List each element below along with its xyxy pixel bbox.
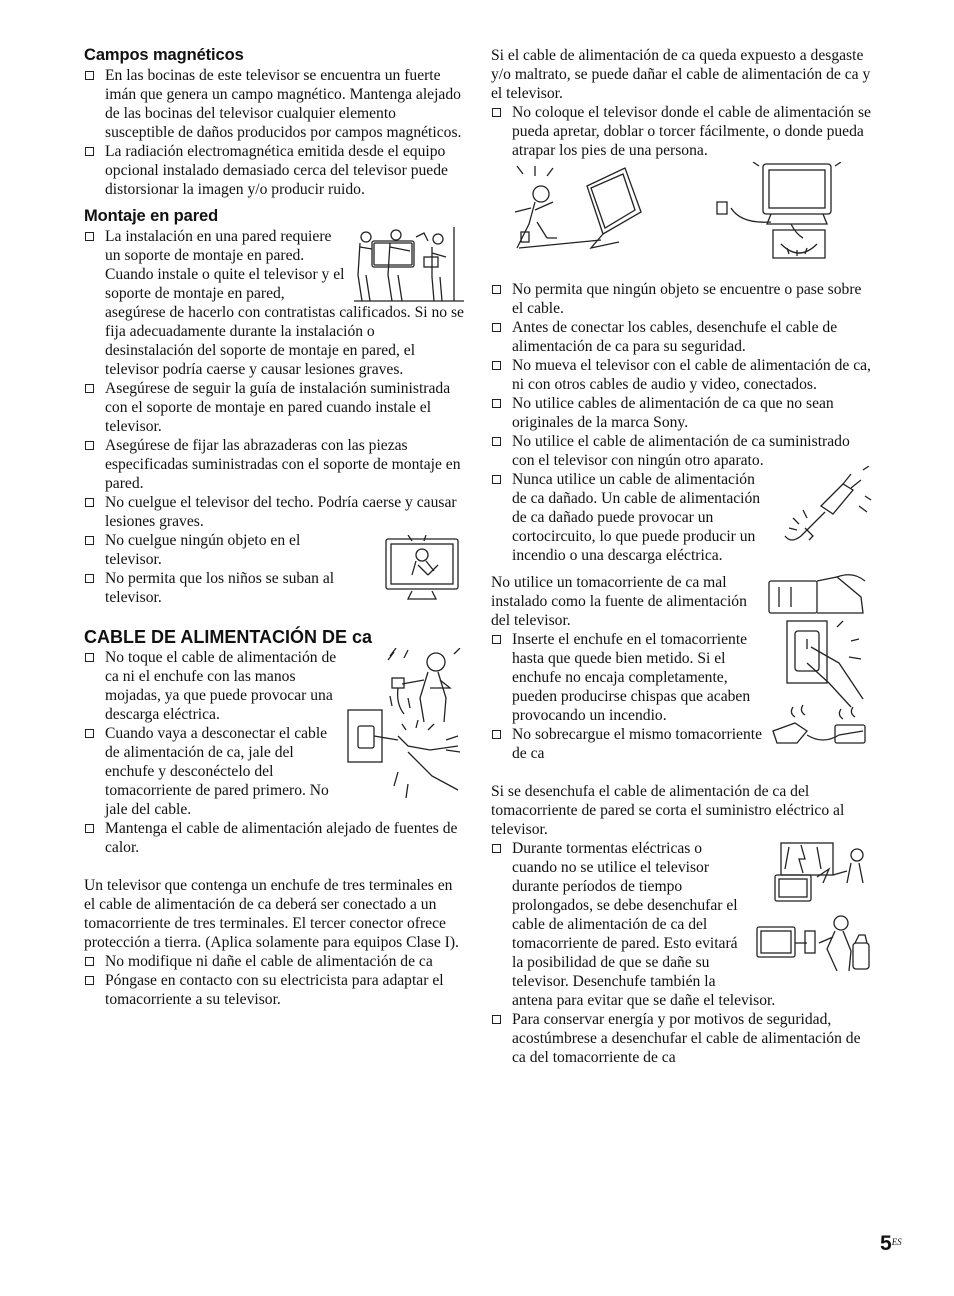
list-item: No sobrecargue el mismo tomacorriente de ca (491, 725, 763, 763)
list-item: Durante tormentas eléctricas o cuando no se utilice el televisor durante períodos de tiempo prolongados, se debe desenchufar el cable de alimentación de ca del tomacorriente de pared. Esto evitará la posibilidad de que se dañe su televisor. Desenchufe también la antena para evitar que se dañe el televisor. (491, 839, 873, 1010)
checkbox-bullet-icon (85, 147, 94, 156)
list-item: En las bocinas de este televisor se encuentra un fuerte imán que genera un campo magnético. Mantenga alejado de las bocinas del televisor cualquier elemento susceptible de daños producidos por campos magnéticos. (84, 66, 464, 142)
list-item: Inserte el enchufe en el tomacorriente hasta que quede bien metido. Si el enchufe no encaja completamente, pueden producirse chispas que acaben provocando un incendio. (491, 630, 763, 725)
list-item: Para conservar energía y por motivos de seguridad, acostúmbrese a desenchufar el cable de alimentación de ca del tomacorriente de ca (491, 1010, 873, 1067)
list-item: Asegúrese de seguir la guía de instalación suministrada con el soporte de montaje en pared cuando instale el televisor. (84, 379, 464, 436)
checkbox-bullet-icon (85, 536, 94, 545)
list-item: No utilice cables de alimentación de ca que no sean originales de la marca Sony. (491, 394, 873, 432)
list-item: Cuando vaya a desconectar el cable de alimentación de ca, jale del enchufe y desconéctelo del tomacorriente de pared primero. No jale del cable. (84, 724, 464, 819)
checkbox-bullet-icon (492, 475, 501, 484)
paragraph-mal-instalado: No utilice un tomacorriente de ca mal instalado como la fuente de alimentación del televisor. (491, 574, 747, 629)
list-item: No toque el cable de alimentación de ca ni el enchufe con las manos mojadas, ya que puede provocar una descarga eléctrica. (84, 648, 464, 724)
list-item: No cuelgue ningún objeto en el televisor. (84, 531, 464, 569)
list-cable-2 (84, 952, 464, 1009)
list-item: No mueva el televisor con el cable de alimentación de ca, ni con otros cables de audio y video, conectados. (491, 356, 873, 394)
list-item: No modifique ni dañe el cable de alimentación de ca (84, 952, 464, 971)
heading-cable-alimentacion: CABLE DE ALIMENTACIÓN DE ca (84, 627, 373, 647)
list-item: No coloque el televisor donde el cable de alimentación se pueda apretar, doblar o torcer fácilmente, o donde pueda atrapar los pies de una persona. (491, 103, 873, 160)
paragraph-desenchufa: Si se desenchufa el cable de alimentación de ca del tomacorriente de pared se corta el suministro eléctrico al televisor. (491, 783, 845, 838)
list-item: La radiación electromagnética emitida desde el equipo opcional instalado demasiado cerca del televisor puede distorsionar la imagen y/o producir ruido. (84, 142, 464, 199)
checkbox-bullet-icon (492, 399, 501, 408)
list-item: No permita que los niños se suban al televisor. (84, 569, 464, 607)
left-column (84, 46, 464, 1009)
list-right-1 (491, 103, 873, 160)
list-item: No utilice el cable de alimentación de ca suministrado con el televisor con ningún otro aparato. (491, 432, 873, 470)
heading-campos-magneticos: Campos magnéticos (84, 46, 244, 64)
checkbox-bullet-icon (85, 729, 94, 738)
checkbox-bullet-icon (85, 441, 94, 450)
checkbox-bullet-icon (85, 957, 94, 966)
list-item: Nunca utilice un cable de alimentación de ca dañado. Un cable de alimentación de ca dañado puede provocar un cortocircuito, lo que puede producir un incendio o una descarga eléctrica. (491, 470, 873, 565)
checkbox-bullet-icon (492, 437, 501, 446)
list-item: Asegúrese de fijar las abrazaderas con las piezas especificadas suministradas con el soporte de montaje en pared. (84, 436, 464, 493)
storm-unplug-illustration (755, 839, 875, 977)
checkbox-bullet-icon (492, 285, 501, 294)
list-cable (84, 648, 464, 857)
list-item: Mantenga el cable de alimentación alejado de fuentes de calor. (84, 819, 464, 857)
checkbox-bullet-icon (85, 574, 94, 583)
checkbox-bullet-icon (492, 730, 501, 739)
unplug-hand-illustration (346, 706, 464, 802)
plug-outlet-illustration (767, 567, 875, 767)
list-campos (84, 66, 464, 199)
page-number: $5^{ES}$ (880, 1232, 902, 1255)
damaged-cord-illustration (781, 466, 873, 546)
checkbox-bullet-icon (492, 361, 501, 370)
paragraph-intro: Si el cable de alimentación de ca queda expuesto a desgaste y/o maltrato, se puede dañar el cable de alimentación de ca y el televisor. (491, 47, 871, 102)
checkbox-bullet-icon (492, 635, 501, 644)
language-code: ES (891, 1237, 902, 1247)
checkbox-bullet-icon (85, 653, 94, 662)
list-item: La instalación en una pared requiere un soporte de montaje en pared. Cuando instale o quite el televisor y el soporte de montaje en pared, asegúrese de hacerlo con contratistas calificados. Si no se fija adecuadamente durante la instalación o desinstalación del soporte de montaje en pared, el televisor podría caerse y causar lesiones graves. (84, 227, 464, 379)
checkbox-bullet-icon (85, 71, 94, 80)
checkbox-bullet-icon (492, 108, 501, 117)
checkbox-bullet-icon (85, 384, 94, 393)
outlet-section (491, 573, 873, 763)
list-item: Póngase en contacto con su electricista para adaptar el tomacorriente a su televisor. (84, 971, 464, 1009)
list-right-3 (491, 630, 763, 763)
checkbox-bullet-icon (85, 976, 94, 985)
cable-trip-hazard-illustration (491, 162, 873, 272)
list-item: Antes de conectar los cables, desenchufe el cable de alimentación de ca para su seguridad. (491, 318, 873, 356)
checkbox-bullet-icon (85, 498, 94, 507)
list-montaje (84, 227, 464, 607)
checkbox-bullet-icon (85, 824, 94, 833)
list-item: No permita que ningún objeto se encuentre o pase sobre el cable. (491, 280, 873, 318)
right-column (491, 46, 873, 1067)
checkbox-bullet-icon (85, 232, 94, 241)
checkbox-bullet-icon (492, 1015, 501, 1024)
checkbox-bullet-icon (492, 844, 501, 853)
list-item: No cuelgue el televisor del techo. Podría caerse y causar lesiones graves. (84, 493, 464, 531)
checkbox-bullet-icon (492, 323, 501, 332)
paragraph-three-terminal: Un televisor que contenga un enchufe de tres terminales en el cable de alimentación de ca deberá ser conectado a un tomacorriente de tres terminales. El tercer conector ofrece protección a tierra. (Aplica solamente para equipos Clase I). (84, 877, 459, 951)
heading-montaje-en-pared: Montaje en pared (84, 207, 219, 225)
list-right-4 (491, 839, 873, 1067)
list-right-2 (491, 280, 873, 565)
wall-mount-installers-illustration (354, 227, 464, 303)
